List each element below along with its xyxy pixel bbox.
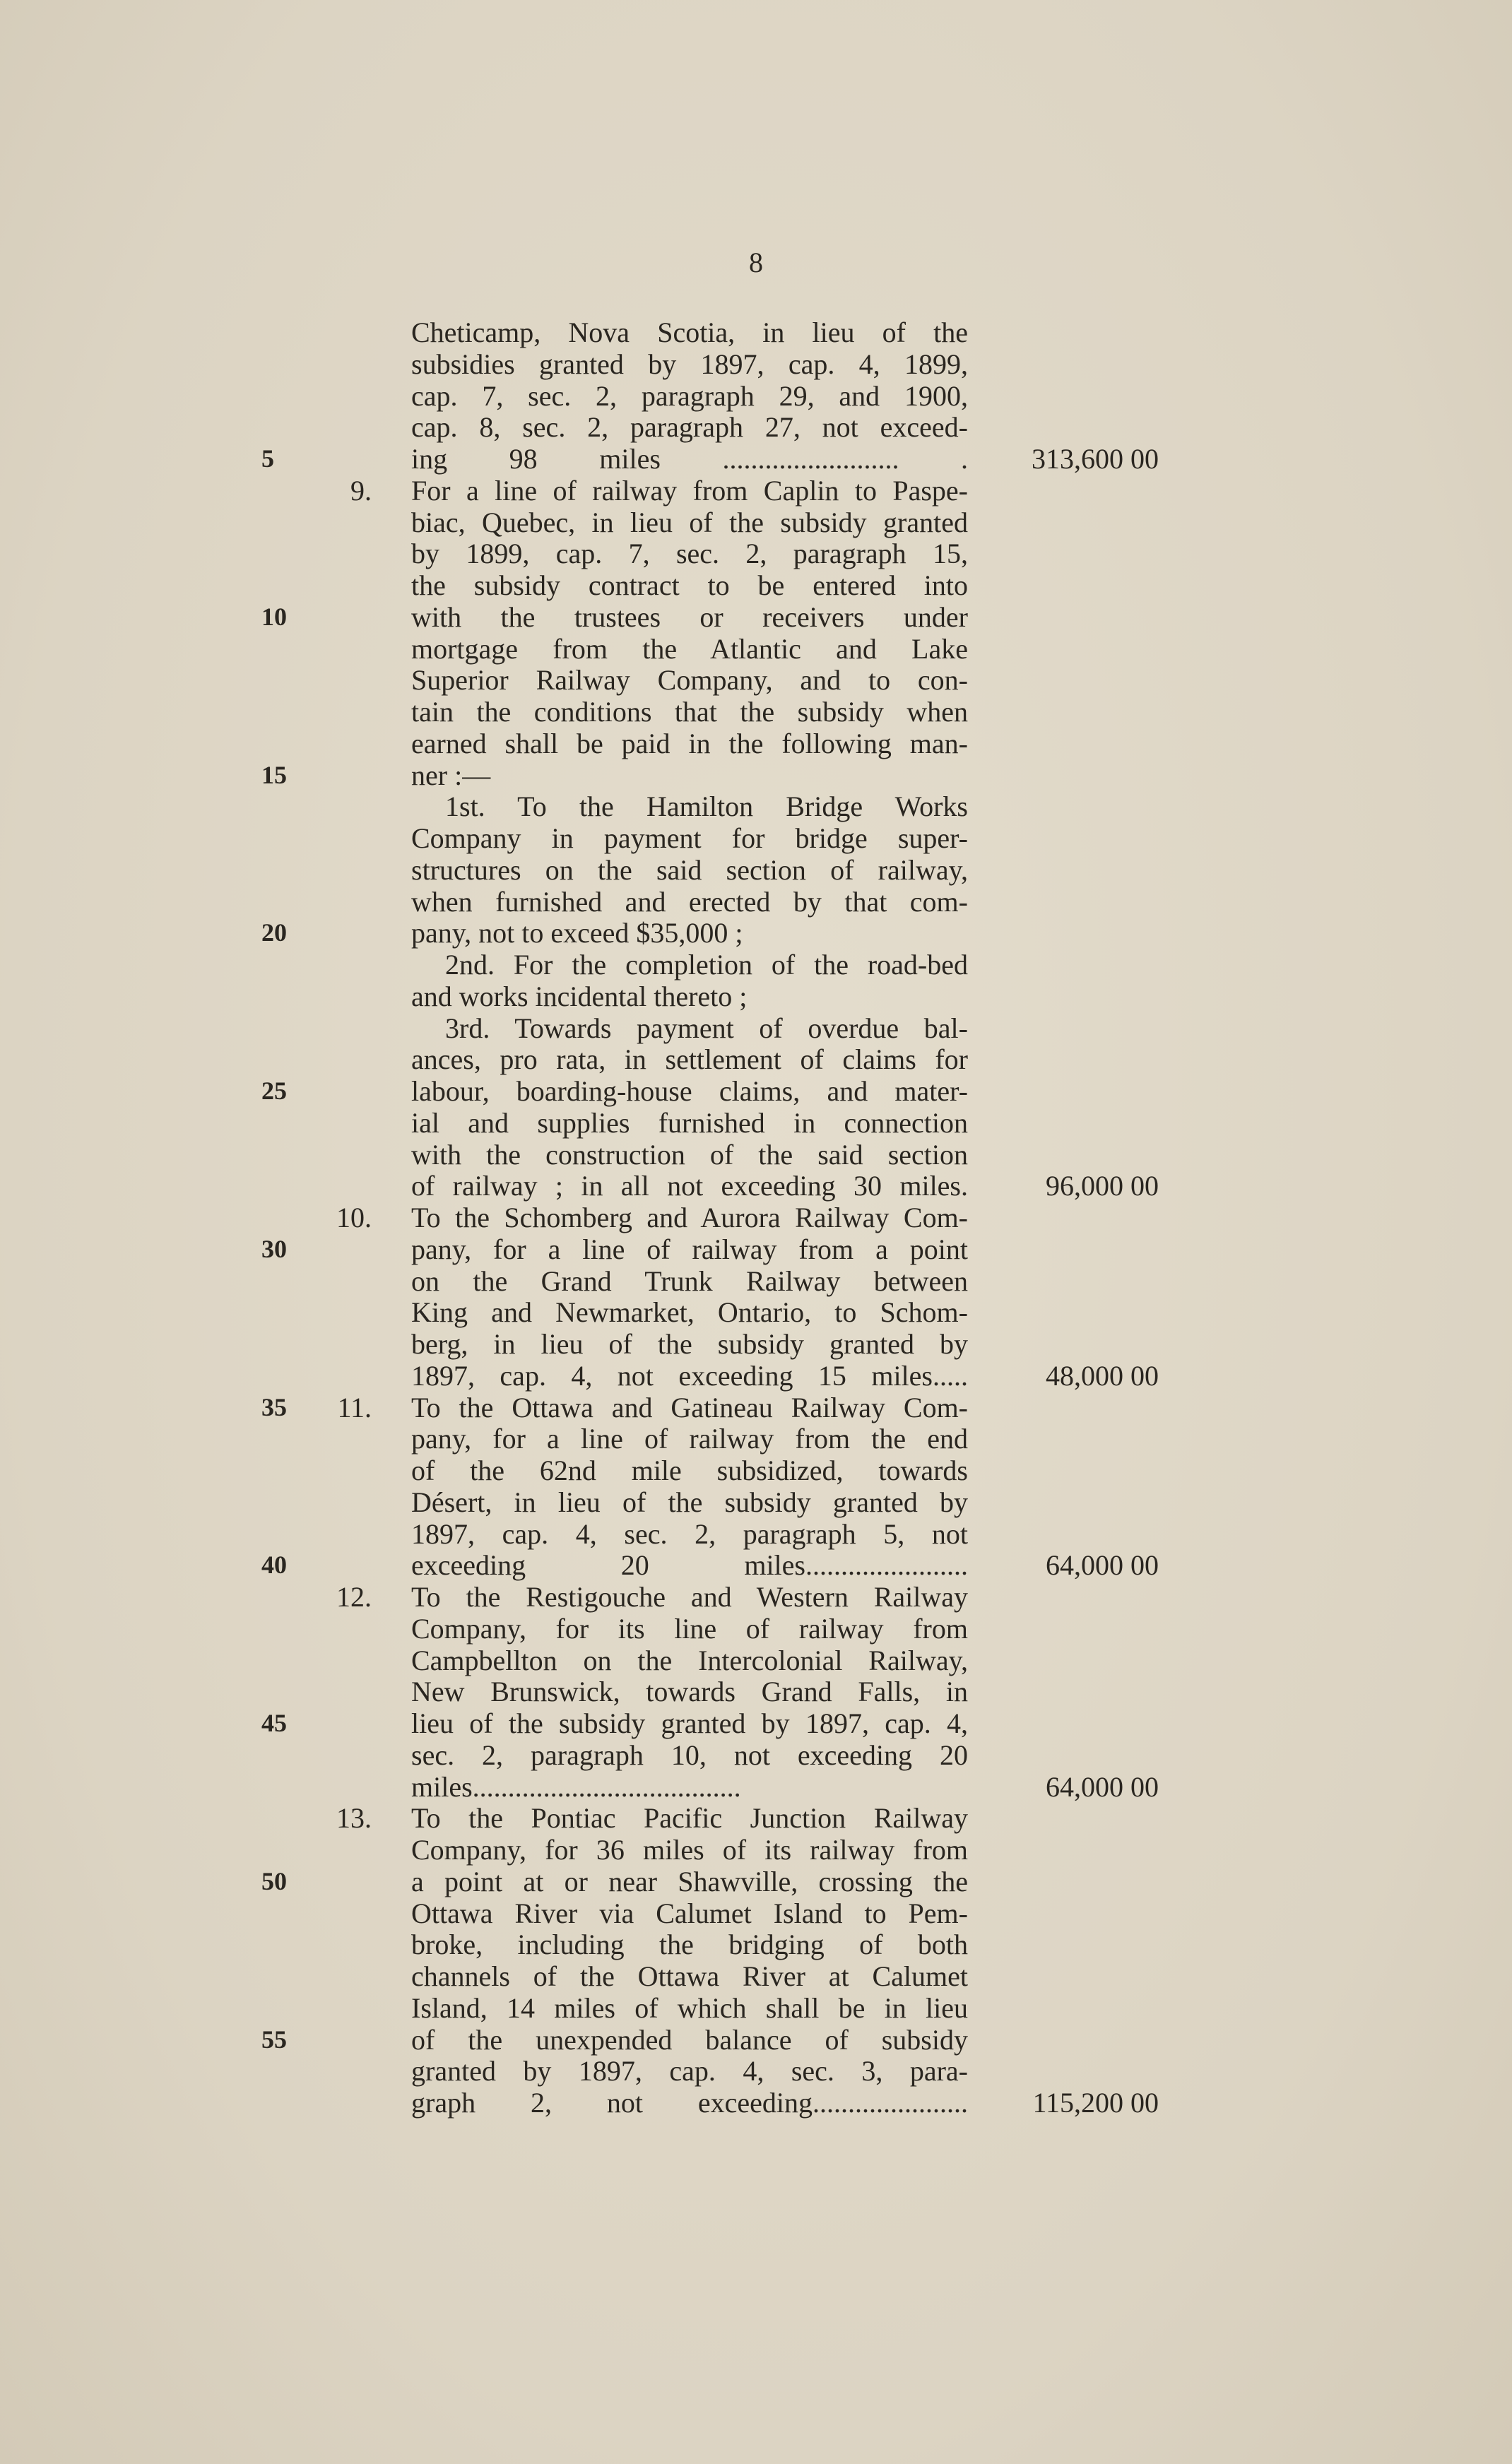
text-line: 1st. To the Hamilton Bridge Works: [445, 790, 968, 822]
text-line: with the trustees or receivers under: [411, 601, 968, 633]
margin-line-number: 5: [261, 444, 274, 473]
margin-line-number: 45: [261, 1709, 287, 1737]
margin-line-number: 40: [261, 1551, 287, 1579]
text-line: cap. 7, sec. 2, paragraph 29, and 1900,: [411, 380, 968, 412]
text-line: New Brunswick, towards Grand Falls, in: [411, 1676, 968, 1707]
text-line: To the Pontiac Pacific Junction Railway: [411, 1802, 968, 1834]
text-line: when furnished and erected by that com-: [411, 886, 968, 918]
text-line: Cheticamp, Nova Scotia, in lieu of the: [411, 316, 968, 348]
text-line: ial and supplies furnished in connection: [411, 1107, 968, 1139]
text-line: King and Newmarket, Ontario, to Schom-: [411, 1296, 968, 1328]
margin-line-number: 15: [261, 761, 287, 789]
text-line: Campbellton on the Intercolonial Railway,: [411, 1645, 968, 1676]
text-line: of railway ; in all not exceeding 30 miles.: [411, 1170, 968, 1202]
text-line: with the construction of the said section: [411, 1139, 968, 1171]
margin-line-number: 50: [261, 1867, 287, 1895]
text-line: a point at or near Shawville, crossing the: [411, 1866, 968, 1897]
item-number: 9.: [350, 475, 372, 507]
item-number: 10.: [336, 1202, 372, 1233]
text-line: 1897, cap. 4, sec. 2, paragraph 5, not: [411, 1518, 968, 1550]
text-line: To the Ottawa and Gatineau Railway Com-: [411, 1392, 968, 1423]
item-number: 13.: [336, 1802, 372, 1834]
text-line: biac, Quebec, in lieu of the subsidy granted: [411, 507, 968, 538]
text-line: broke, including the bridging of both: [411, 1929, 968, 1960]
text-line: ing 98 miles ......................... .: [411, 443, 968, 475]
amount: 115,200 00: [1032, 2087, 1159, 2119]
margin-line-number: 35: [261, 1393, 287, 1421]
text-line: Island, 14 miles of which shall be in lieu: [411, 1992, 968, 2024]
margin-line-number: 20: [261, 918, 287, 947]
item-number: 12.: [336, 1581, 372, 1613]
text-line: pany, not to exceed $35,000 ;: [411, 917, 743, 949]
text-line: channels of the Ottawa River at Calumet: [411, 1960, 968, 1992]
amount: 96,000 00: [1046, 1170, 1159, 1202]
text-line: Superior Railway Company, and to con-: [411, 664, 968, 696]
text-line: ances, pro rata, in settlement of claims for: [411, 1043, 968, 1075]
page-number: 8: [749, 247, 763, 278]
margin-line-number: 30: [261, 1235, 287, 1263]
amount: 48,000 00: [1046, 1360, 1159, 1392]
text-line: ner :—: [411, 759, 491, 791]
text-line: exceeding 20 miles.......................: [411, 1549, 968, 1581]
margin-line-number: 55: [261, 2025, 287, 2054]
text-line: of the 62nd mile subsidized, towards: [411, 1455, 968, 1486]
text-line: 3rd. Towards payment of overdue bal-: [445, 1012, 968, 1044]
text-line: graph 2, not exceeding......................: [411, 2087, 968, 2119]
text-line: and works incidental thereto ;: [411, 981, 748, 1012]
text-line: of the unexpended balance of subsidy: [411, 2024, 968, 2056]
text-line: miles......................................: [411, 1771, 741, 1803]
text-line: To the Restigouche and Western Railway: [411, 1581, 968, 1613]
text-line: Company in payment for bridge super-: [411, 822, 968, 854]
amount: 64,000 00: [1046, 1771, 1159, 1803]
text-line: by 1899, cap. 7, sec. 2, paragraph 15,: [411, 538, 968, 569]
text-line: structures on the said section of railway,: [411, 854, 968, 886]
margin-line-number: 10: [261, 603, 287, 631]
text-line: Company, for 36 miles of its railway from: [411, 1834, 968, 1866]
text-line: the subsidy contract to be entered into: [411, 569, 968, 601]
text-line: lieu of the subsidy granted by 1897, cap. 4,: [411, 1707, 968, 1739]
text-line: 1897, cap. 4, not exceeding 15 miles.....: [411, 1360, 968, 1392]
text-line: Company, for its line of railway from: [411, 1613, 968, 1645]
text-line: For a line of railway from Caplin to Paspe-: [411, 475, 968, 507]
text-line: earned shall be paid in the following man-: [411, 728, 968, 759]
amount: 64,000 00: [1046, 1549, 1159, 1581]
text-line: Désert, in lieu of the subsidy granted by: [411, 1486, 968, 1518]
text-line: cap. 8, sec. 2, paragraph 27, not exceed-: [411, 411, 968, 443]
text-line: subsidies granted by 1897, cap. 4, 1899,: [411, 348, 968, 380]
text-line: on the Grand Trunk Railway between: [411, 1265, 968, 1297]
text-line: To the Schomberg and Aurora Railway Com-: [411, 1202, 968, 1233]
text-line: berg, in lieu of the subsidy granted by: [411, 1328, 968, 1360]
amount: 313,600 00: [1032, 443, 1159, 475]
text-line: granted by 1897, cap. 4, sec. 3, para-: [411, 2055, 968, 2087]
text-line: 2nd. For the completion of the road-bed: [445, 949, 968, 981]
text-line: pany, for a line of railway from the end: [411, 1423, 968, 1455]
text-line: Ottawa River via Calumet Island to Pem-: [411, 1897, 968, 1929]
text-line: labour, boarding-house claims, and mater-: [411, 1075, 968, 1107]
text-line: pany, for a line of railway from a point: [411, 1233, 968, 1265]
text-line: mortgage from the Atlantic and Lake: [411, 633, 968, 665]
text-line: tain the conditions that the subsidy when: [411, 696, 968, 728]
text-line: sec. 2, paragraph 10, not exceeding 20: [411, 1739, 968, 1771]
margin-line-number: 25: [261, 1077, 287, 1105]
item-number: 11.: [337, 1392, 372, 1423]
